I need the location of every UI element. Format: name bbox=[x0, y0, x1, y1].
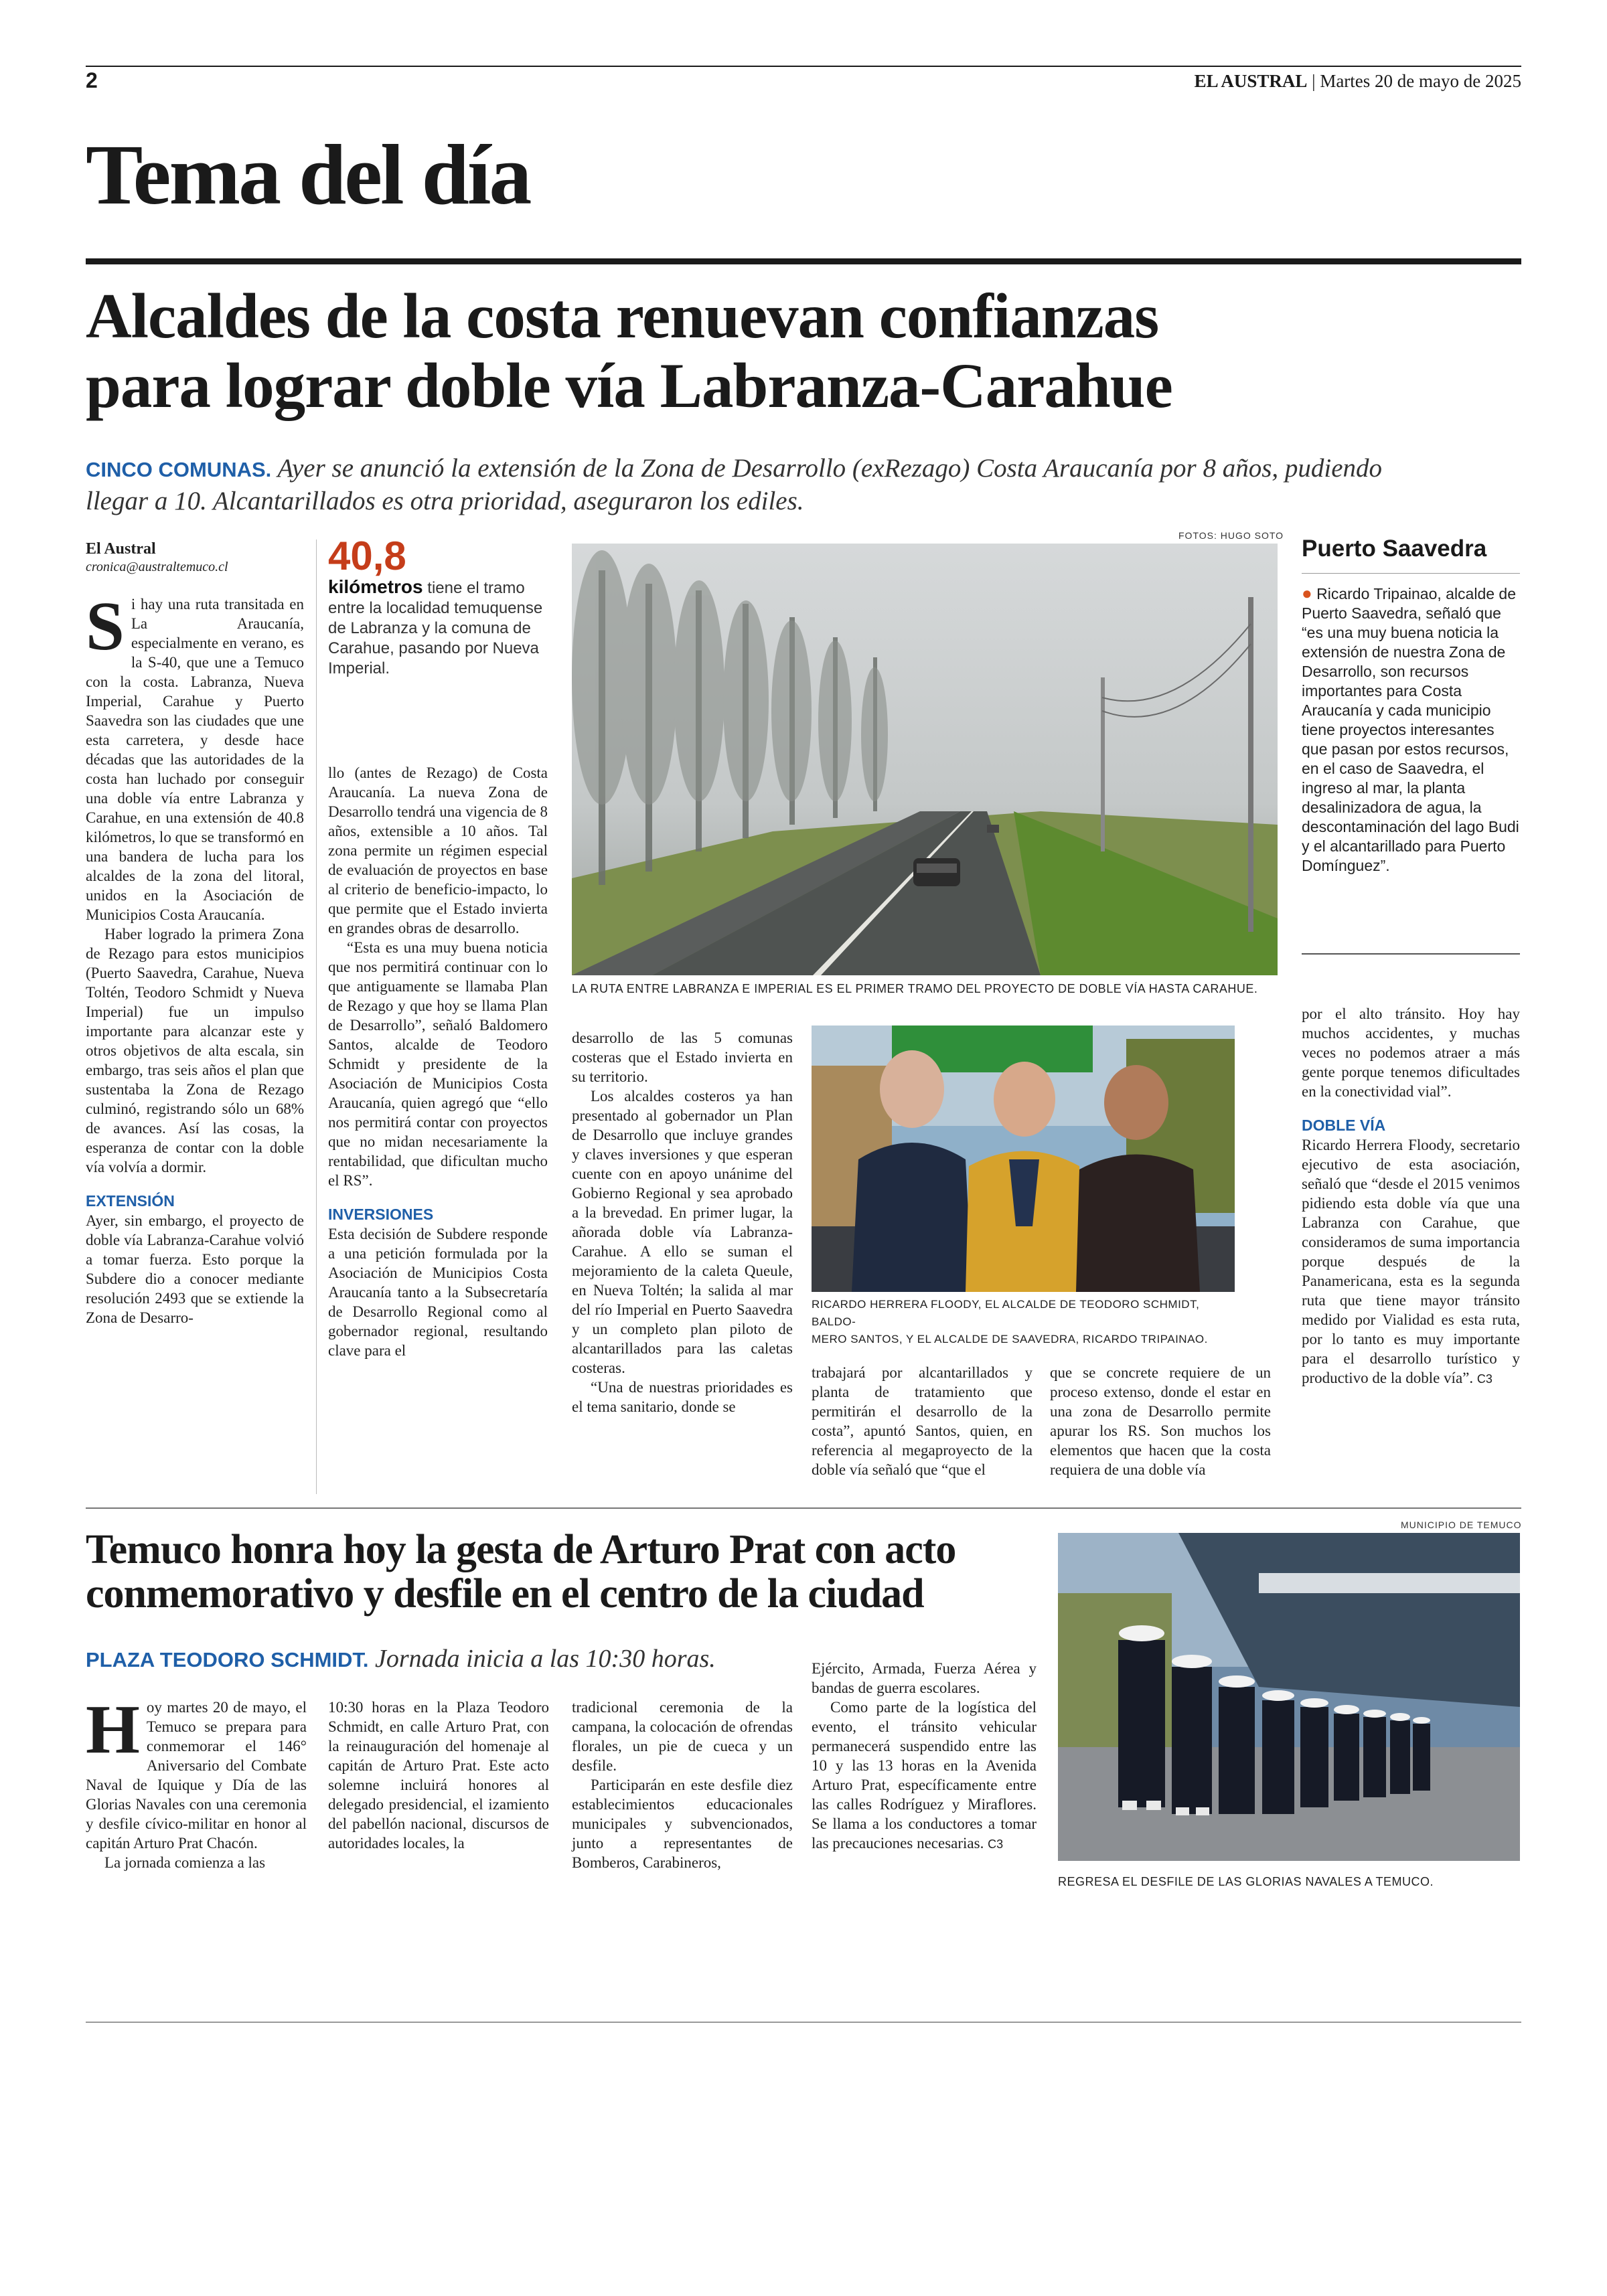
section-rule bbox=[86, 258, 1521, 264]
second-col4-p2: Como parte de la logística del evento, el tránsito vehicular permanecerá suspendido entre las 10 y las 13 horas en la Avenida Arturo Prat, específicamente entre las calles Rodríguez y Miraflores. Se llama a los conductores a tomar las precauciones necesarias. C3 bbox=[812, 1699, 1037, 1852]
main-col3-p1: desarrollo de las 5 comunas costeras que el Estado invierta en su territorio. bbox=[572, 1030, 793, 1085]
main-col6-p1: por el alto tránsito. Hoy hay muchos accidentes, y muchas veces no podemos atraer a más gente porque tenemos dificultades en la conectividad vial”. bbox=[1302, 1005, 1520, 1100]
second-dropcap: H bbox=[86, 1691, 140, 1768]
photo-credit: FOTOS: HUGO SOTO bbox=[1178, 530, 1284, 541]
paper-name: EL AUSTRAL bbox=[1194, 71, 1308, 91]
second-headline-line-2: conmemorativo y desfile en el centro de la ciudad bbox=[86, 1571, 924, 1617]
running-head: EL AUSTRAL | Martes 20 de mayo de 2025 bbox=[1194, 71, 1521, 91]
second-headline bbox=[86, 1528, 1050, 1616]
subhead-doble-via: DOBLE VÍA bbox=[1302, 1117, 1386, 1134]
second-photo-credit: MUNICIPIO DE TEMUCO bbox=[1401, 1520, 1522, 1530]
main-deck-line-2: llegar a 10. Alcantarillados es otra prioridad, aseguraron los ediles. bbox=[86, 487, 804, 515]
main-col3-p3: “Una de nuestras prioridades es el tema sanitario, donde se bbox=[572, 1379, 793, 1415]
top-rule bbox=[86, 66, 1521, 67]
sidebar-title: Puerto Saavedra bbox=[1302, 536, 1487, 562]
second-col1-p1: Hoy martes 20 de mayo, el Temuco se prepara para conmemorar el 146° Aniversario del Combate Naval de Iquique y Día de las Glorias Navales con una ceremonia y desfile cívico-militar en honor al capitán Arturo Prat Chacón. bbox=[86, 1691, 307, 1852]
issue-date: Martes 20 de mayo de 2025 bbox=[1320, 71, 1521, 91]
main-deck bbox=[86, 453, 1521, 517]
parade-photo bbox=[1058, 1533, 1520, 1861]
main-column-5 bbox=[1050, 1363, 1271, 1479]
mayors-photo bbox=[812, 1026, 1235, 1292]
mayors-photo-caption bbox=[812, 1296, 1240, 1348]
section-title: Tema del día bbox=[86, 127, 530, 222]
second-column-4 bbox=[812, 1659, 1037, 1854]
sidebar-bottom-rule bbox=[1302, 953, 1520, 955]
parade-photo-caption: REGRESA EL DESFILE DE LAS GLORIAS NAVALES A TEMUCO. bbox=[1058, 1875, 1434, 1888]
mayors-photo-svg bbox=[812, 1026, 1235, 1292]
fact-unit: kilómetros bbox=[328, 576, 423, 597]
sidebar-text: ● Ricardo Tripainao, alcalde de Puerto Saavedra, señaló que “es una muy buena noticia la extensión de nuestra Zona de Desarrollo, son recursos importantes para Costa Araucanía y cada municipio tiene proyectos interesantes que pasan por estos recursos, en el caso de Saavedra, el ingreso al mar, la planta desalinizadora de agua, la descontaminación del lago Budi y el alcantarillado para Puerto Domínguez”. bbox=[1302, 583, 1519, 874]
story-separator bbox=[86, 1507, 1521, 1509]
subhead-extension: EXTENSIÓN bbox=[86, 1192, 175, 1210]
end-mark: C3 bbox=[1476, 1372, 1493, 1386]
main-col4-p1: trabajará por alcantarillados y planta de tratamiento que permitirán el desarrollo de la costa”, apuntó Santos, quien, en referencia al megaproyecto de la doble vía señaló que “que el bbox=[812, 1364, 1032, 1478]
page-number: 2 bbox=[86, 68, 98, 92]
second-column-1 bbox=[86, 1691, 307, 1872]
second-col4-p1: Ejército, Armada, Fuerza Aérea y bandas de guerra escolares. bbox=[812, 1660, 1037, 1696]
road-photo bbox=[572, 544, 1278, 975]
main-deck-line-1: Ayer se anunció la extensión de la Zona de Desarrollo (exRezago) Costa Araucanía por 8 años, pudiendo bbox=[277, 454, 1383, 483]
main-headline-line-2: para lograr doble vía Labranza-Carahue bbox=[86, 350, 1172, 421]
mayors-caption-line-1: RICARDO HERRERA FLOODY, EL ALCALDE DE TEODORO SCHMIDT, BALDO- bbox=[812, 1298, 1200, 1328]
second-deck bbox=[86, 1644, 716, 1673]
second-headline-line-1: Temuco honra hoy la gesta de Arturo Prat con acto bbox=[86, 1527, 956, 1572]
main-column-4 bbox=[812, 1363, 1032, 1479]
main-col2-p1: llo (antes de Rezago) de Costa Araucanía. La nueva Zona de Desarrollo tendrá una vigencia de 8 años, extensible a 10 años. Tal zona permite un régimen especial de evaluación de proyectos en base al criterio de beneficio-impacto, lo que permite que el Estado invierta en grandes obras de desarrollo. bbox=[328, 764, 548, 936]
second-col1-p2: La jornada comienza a las bbox=[104, 1854, 266, 1871]
main-kicker: CINCO COMUNAS. bbox=[86, 458, 272, 481]
second-column-2 bbox=[328, 1698, 549, 1853]
second-kicker: PLAZA TEODORO SCHMIDT. bbox=[86, 1648, 369, 1671]
mayors-caption-line-2: MERO SANTOS, Y EL ALCALDE DE SAAVEDRA, RICARDO TRIPAINAO. bbox=[812, 1333, 1208, 1345]
main-col2-p3: Esta decisión de Subdere responde a una petición formulada por la Asociación de Municipios Costa Araucanía tanto a la Subsecretaría de Desarrollo Regional como al gobernador regional, resultando clave para el bbox=[328, 1226, 548, 1359]
fact-box bbox=[328, 536, 549, 679]
sidebar-title-rule bbox=[1302, 573, 1520, 574]
fact-value: 40,8 bbox=[328, 534, 406, 578]
main-col1-p1: Si hay una ruta transitada en La Araucanía, especialmente en verano, es la S-40, que une a Temuco con la costa. Labranza, Nueva Imperial, Carahue y Puerto Saavedra son las ciudades que une esta carretera, y desde hace décadas que las autoridades de la costa han luchado por conseguir una doble vía entre Labranza y Carahue, en una extensión de 40.8 kilómetros, lo que se transformó en una bandera de lucha para los alcaldes de la zona del litoral, unidos en la Asociación de Municipios Costa Araucanía. bbox=[86, 588, 304, 923]
second-col3-p2: Participarán en este desfile diez establecimientos educacionales municipales y subvencionados, junto a representantes de Bomberos, Carabineros, bbox=[572, 1777, 793, 1871]
second-col3-p1: tradicional ceremonia de la campana, la colocación de ofrendas florales, un pie de cueca y un desfile. bbox=[572, 1699, 793, 1774]
dropcap: S bbox=[86, 588, 125, 665]
byline-email: cronica@australtemuco.cl bbox=[86, 560, 228, 574]
parade-photo-svg bbox=[1058, 1533, 1520, 1861]
second-column-3 bbox=[572, 1698, 793, 1872]
main-column-3 bbox=[572, 1028, 793, 1416]
main-column-1 bbox=[86, 540, 304, 1327]
main-headline bbox=[86, 281, 1521, 420]
main-headline-line-1: Alcaldes de la costa renuevan confianzas bbox=[86, 280, 1159, 351]
main-column-2 bbox=[328, 763, 548, 1360]
main-col3-p2: Los alcaldes costeros ya han presentado al gobernador un Plan de Desarrollo que incluye grandes y claves inversiones y que esperan cuente con en apoyo unánime del Gobierno Regional y sea aprobado a la brevedad. En primer lugar, la añorada doble vía Labranza-Carahue. A ello se suman el mejoramiento de la caleta Queule, en Nueva Toltén; la salida al mar del río Imperial en Puerto Saavedra y un completo plan piloto de alcantarillados para las caletas costeras. bbox=[572, 1088, 793, 1376]
column-divider bbox=[316, 540, 317, 1494]
byline: El Austral bbox=[86, 540, 156, 558]
fact-text: tiene el tramo entre la localidad temuquense de Labranza y la comuna de Carahue, pasando por Nueva Imperial. bbox=[328, 579, 543, 677]
road-photo-svg bbox=[572, 544, 1278, 975]
bullet-icon: ● bbox=[1302, 583, 1312, 603]
second-end-mark: C3 bbox=[988, 1837, 1004, 1851]
main-col5-p1: que se concrete requiere de un proceso extenso, donde el estar en una zona de Desarrollo permite apurar los RS. Son muchos los elementos que hacen que la costa requiera de una doble vía bbox=[1050, 1364, 1271, 1478]
second-deck-text: Jornada inicia a las 10:30 horas. bbox=[375, 1645, 716, 1673]
main-col2-p2: “Esta es una muy buena noticia que nos permitirá continuar con lo que antiguamente se llamaba Plan de Rezago y que hoy se llama Plan de Desarrollo”, señaló Baldomero Santos, alcalde de Teodoro Schmidt y presidente de la Asociación de Municipios Costa Araucanía, quien agregó que “ello nos permitirá contar con proyectos que no midan necesariamente la rentabilidad, que dificultan mucho el RS”. bbox=[328, 939, 548, 1189]
subhead-inversiones: INVERSIONES bbox=[328, 1206, 434, 1223]
main-col1-p2: Haber logrado la primera Zona de Rezago para estos municipios (Puerto Saavedra, Carahue, Nueva Toltén, Teodoro Schmidt y Nueva Imperial) fue un impulso importante para alcanzar este y otros objetivos de alta escala, sin embargo, tras seis años el plan que sustentaba la Zona de Rezago culminó, registrando sólo un 68% de avances. Así las cosas, la esperanza de contar con la doble vía volvía a dormir. bbox=[86, 926, 304, 1175]
second-col2-p1: 10:30 horas en la Plaza Teodoro Schmidt, en calle Arturo Prat, con la reinauguración del homenaje al capitán de Arturo Prat. Este acto solemne incluirá honores al delegado presidencial, el izamiento del pabellón nacional, discursos de autoridades locales, la bbox=[328, 1699, 549, 1852]
main-column-6 bbox=[1302, 1004, 1520, 1389]
bottom-rule bbox=[86, 2022, 1521, 2023]
road-photo-caption: LA RUTA ENTRE LABRANZA E IMPERIAL ES EL PRIMER TRAMO DEL PROYECTO DE DOBLE VÍA HASTA CARAHUE. bbox=[572, 982, 1258, 995]
main-col6-p2: Ricardo Herrera Floody, secretario ejecutivo de esta asociación, señaló que “desde el 2015 venimos pidiendo esta doble vía que una Labranza con Carahue, que consideramos de suma importancia porque después de la Panamericana, esta es la segunda ruta que tiene mayor tránsito medido por Vialidad es esta ruta, por lo tanto es muy importante para el desarrollo turístico y productivo de la doble vía”. C3 bbox=[1302, 1137, 1520, 1386]
main-col1-p3: Ayer, sin embargo, el proyecto de doble vía Labranza-Carahue volvió a tomar fuerza. Esto porque la Subdere dio a conocer mediante resolución 2493 que se extiende la Zona de Desarro- bbox=[86, 1212, 304, 1326]
